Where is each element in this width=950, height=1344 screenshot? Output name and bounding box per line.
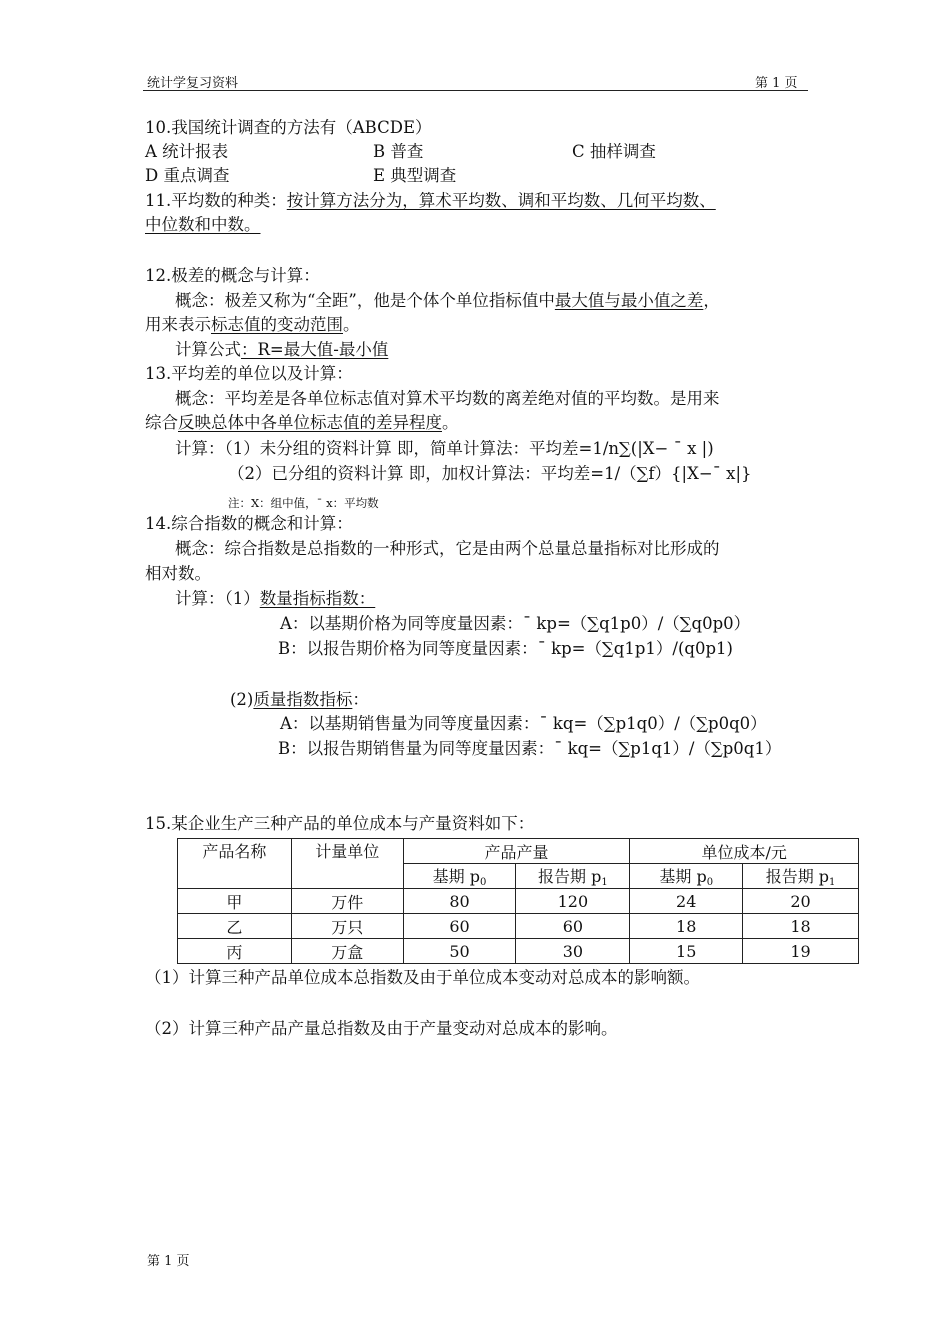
q13-concept-line1: 概念：平均差是各单位标志值对算术平均数的离差绝对值的平均数。是用来 xyxy=(175,389,720,408)
q14-calc-quantity: 计算：（1）数量指标指数： xyxy=(175,589,376,608)
table-row xyxy=(178,939,859,964)
q10-option-b: B 普查 xyxy=(373,142,424,161)
header-rule xyxy=(143,90,808,91)
header-page-number: 第 1 页 xyxy=(755,76,798,91)
q11-prefix: 11.平均数的种类： xyxy=(145,191,287,210)
q14-quality-a: A：以基期销售量为同等度量因素：¯ kq=（∑p1q0）/（∑p0q0） xyxy=(280,714,767,733)
q13-calc-grouped: （2）已分组的资料计算 即，加权计算法：平均差=1/（∑f）{|X−¯ x|} xyxy=(228,464,752,483)
cell-q1: 120 xyxy=(516,889,630,914)
q11-line1 xyxy=(145,189,716,213)
cell-q1: 30 xyxy=(516,939,630,964)
q14-quality-b: B：以报告期销售量为同等度量因素：¯ kq=（∑p1q1）/（∑p0q1） xyxy=(278,739,782,758)
q10-option-a: A 统计报表 xyxy=(145,142,229,161)
q13-title: 13.平均差的单位以及计算： xyxy=(145,364,353,383)
q15-data-table xyxy=(177,838,859,964)
q15-question-2: （2）计算三种产品产量总指数及由于产量变动对总成本的影响。 xyxy=(145,1019,618,1038)
table-row xyxy=(178,889,859,914)
q14-concept-line2: 相对数。 xyxy=(145,564,211,583)
q11-answer-2: 中位数和中数。 xyxy=(145,215,261,234)
table-header-unit-cost: 单位成本/元 xyxy=(630,839,859,864)
table-header-name: 产品名称 xyxy=(178,839,292,889)
cell-p0: 24 xyxy=(630,889,743,914)
cell-p1: 20 xyxy=(743,889,859,914)
cell-name: 甲 xyxy=(178,889,292,914)
cell-name: 乙 xyxy=(178,914,292,939)
q14-calc-quality: (2)质量指数指标： xyxy=(230,690,369,709)
q14-concept-line1: 概念：综合指数是总指数的一种形式，它是由两个总量总量指标对比形成的 xyxy=(175,539,720,558)
cell-q0: 60 xyxy=(403,914,516,939)
cell-unit: 万件 xyxy=(291,889,403,914)
q12-concept-highlight: 最大值与最小值之差 xyxy=(554,291,704,310)
table-header-quantity: 产品产量 xyxy=(403,839,630,864)
q12-formula: 计算公式：R=最大值-最小值 xyxy=(175,340,389,359)
footer-page-number: 第 1 页 xyxy=(147,1254,190,1269)
q10-title: 10.我国统计调查的方法有（ABCDE） xyxy=(145,118,432,137)
cell-p0: 15 xyxy=(630,939,743,964)
q10-option-c: C 抽样调查 xyxy=(572,142,656,161)
header-title: 统计学复习资料 xyxy=(147,76,239,91)
cell-q0: 80 xyxy=(403,889,516,914)
cell-p1: 19 xyxy=(743,939,859,964)
cell-p0: 18 xyxy=(630,914,743,939)
cell-q0: 50 xyxy=(403,939,516,964)
table-header-q1: 报告期 $p_1$ xyxy=(516,864,630,889)
q14-quantity-b: B：以报告期价格为同等度量因素：¯ kp=（∑q1p1）/(q0p1) xyxy=(278,639,733,658)
q14-title: 14.综合指数的概念和计算： xyxy=(145,514,353,533)
q12-concept-line2: 用来表示标志值的变动范围。 xyxy=(145,315,360,334)
q12-title: 12.极差的概念与计算： xyxy=(145,266,320,285)
table-header-p1: 报告期 $p_1$ xyxy=(743,864,859,889)
q10-option-e: E 典型调查 xyxy=(373,166,457,185)
table-header-p0: 基期 $p_0$ xyxy=(630,864,743,889)
q10-option-d: D 重点调查 xyxy=(145,166,230,185)
table-row xyxy=(178,914,859,939)
cell-q1: 60 xyxy=(516,914,630,939)
cell-unit: 万盒 xyxy=(291,939,403,964)
table-header-row-1 xyxy=(178,839,859,864)
q13-concept-line2: 综合反映总体中各单位标志值的差异程度。 xyxy=(145,413,459,432)
q15-question-1: （1）计算三种产品单位成本总指数及由于单位成本变动对总成本的影响额。 xyxy=(145,968,700,987)
cell-p1: 18 xyxy=(743,914,859,939)
cell-unit: 万只 xyxy=(291,914,403,939)
q12-formula-value: ：R=最大值-最小值 xyxy=(241,340,389,359)
q14-quantity-index-label: 数量指标指数： xyxy=(259,589,376,608)
table-header-unit: 计量单位 xyxy=(291,839,403,889)
q13-calc-ungrouped: 计算：（1）未分组的资料计算 即，简单计算法：平均差=1/n∑(|X− ¯ x |) xyxy=(175,439,714,458)
q15-title: 15.某企业生产三种产品的单位成本与产量资料如下： xyxy=(145,814,535,833)
q14-quality-index-label: 质量指数指标 xyxy=(253,690,353,709)
q12-concept-line1: 概念：极差又称为“全距”，他是个体个单位指标值中最大值与最小值之差， xyxy=(175,291,720,310)
q14-quantity-a: A：以基期价格为同等度量因素：¯ kp=（∑q1p0）/（∑q0p0） xyxy=(280,614,751,633)
q13-note: 注：X：组中值，¯ x：平均数 xyxy=(228,496,379,510)
table-header-q0: 基期 $p_0$ xyxy=(403,864,516,889)
q11-answer-1: 按计算方法分为，算术平均数、调和平均数、几何平均数、 xyxy=(286,191,716,210)
cell-name: 丙 xyxy=(178,939,292,964)
